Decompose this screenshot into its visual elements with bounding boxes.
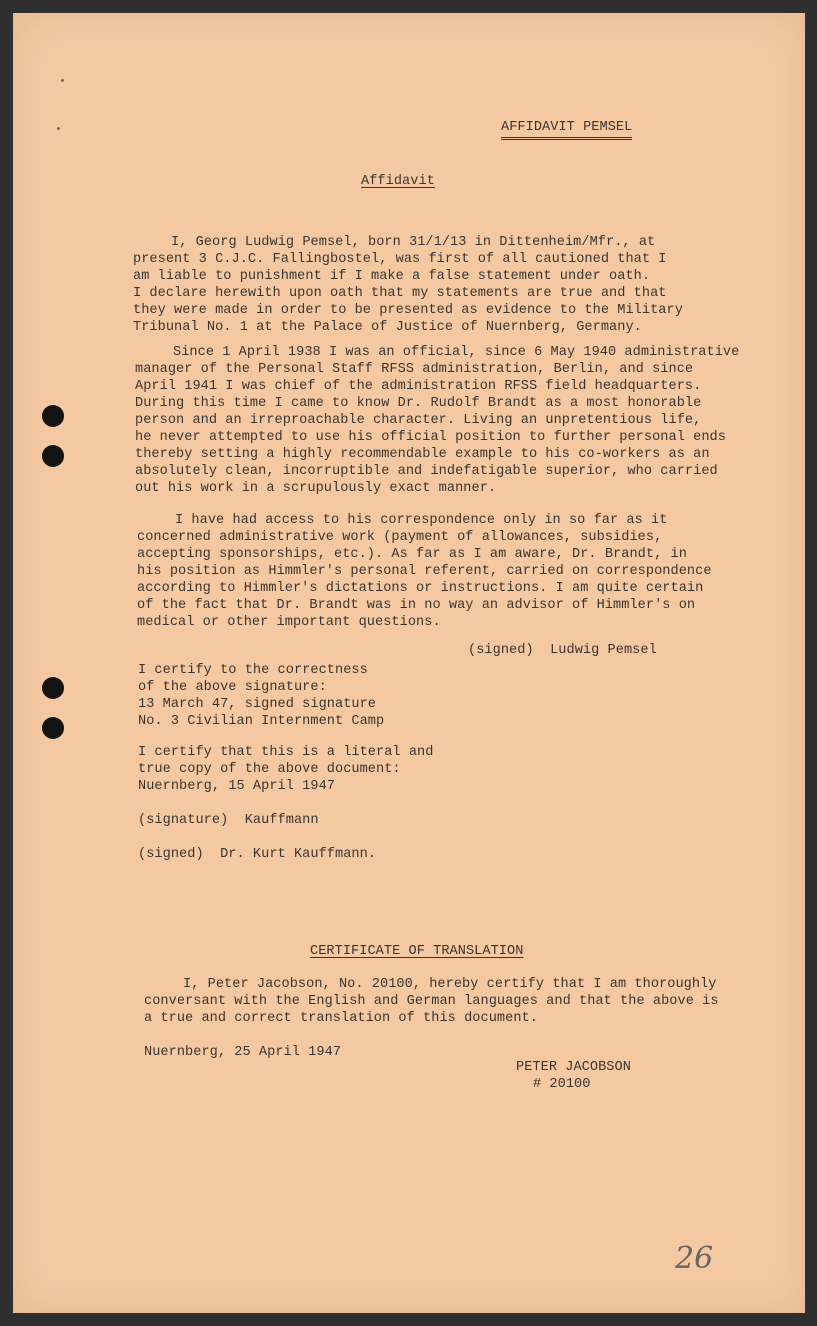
translation-certificate-heading: CERTIFICATE OF TRANSLATION bbox=[310, 944, 524, 959]
translator-name: PETER JACOBSON bbox=[516, 1060, 631, 1075]
signed-dr-kauffmann: (signed) Dr. Kurt Kauffmann. bbox=[138, 847, 377, 862]
text-line: Nuernberg, 15 April 1947 bbox=[138, 779, 335, 794]
text-line: his position as Himmler's personal referent, carried on correspondence bbox=[137, 564, 712, 579]
text-line: according to Himmler's dictations or instructions. I am quite certain bbox=[137, 581, 704, 596]
text-line: thereby setting a highly recommendable example to his co-workers as an bbox=[135, 447, 710, 462]
text-line: During this time I came to know Dr. Rudolf Brandt as a most honorable bbox=[135, 396, 702, 411]
signature-kauffmann: (signature) Kauffmann bbox=[138, 813, 319, 828]
text-line: medical or other important questions. bbox=[137, 615, 441, 630]
text-line: No. 3 Civilian Internment Camp bbox=[138, 714, 385, 729]
punch-hole-3 bbox=[42, 677, 64, 699]
text-line: I, Georg Ludwig Pemsel, born 31/1/13 in Dittenheim/Mfr., at bbox=[171, 235, 656, 250]
text-line: am liable to punishment if I make a false statement under oath. bbox=[133, 269, 651, 284]
punch-hole-1 bbox=[42, 405, 64, 427]
text-line: present 3 C.J.C. Fallingbostel, was first of all cautioned that I bbox=[133, 252, 667, 267]
text-line: 13 March 47, signed signature bbox=[138, 697, 377, 712]
text-line: I have had access to his correspondence only in so far as it bbox=[175, 513, 668, 528]
text-line: I declare herewith upon oath that my statements are true and that bbox=[133, 286, 667, 301]
text-line: a true and correct translation of this document. bbox=[144, 1011, 538, 1026]
text-line: absolutely clean, incorruptible and indefatigable superior, who carried bbox=[135, 464, 718, 479]
text-line: Since 1 April 1938 I was an official, since 6 May 1940 administrative bbox=[173, 345, 740, 360]
paper-speck bbox=[57, 127, 60, 130]
text-line: person and an irreproachable character. Living an unpretentious life, bbox=[135, 413, 702, 428]
text-line: they were made in order to be presented as evidence to the Military bbox=[133, 303, 683, 318]
text-line: concerned administrative work (payment of allowances, subsidies, bbox=[137, 530, 663, 545]
text-line: April 1941 I was chief of the administration RFSS field headquarters. bbox=[135, 379, 702, 394]
text-line: accepting sponsorships, etc.). As far as I am aware, Dr. Brandt, in bbox=[137, 547, 687, 562]
text-line: of the fact that Dr. Brandt was in no way an advisor of Himmler's on bbox=[137, 598, 696, 613]
translator-number: # 20100 bbox=[533, 1077, 591, 1092]
text-line: manager of the Personal Staff RFSS administration, Berlin, and since bbox=[135, 362, 694, 377]
punch-hole-2 bbox=[42, 445, 64, 467]
signed-pemsel: (signed) Ludwig Pemsel bbox=[468, 643, 657, 658]
handwritten-page-number: 26 bbox=[675, 1241, 714, 1276]
text-line: I certify to the correctness bbox=[138, 663, 368, 678]
text-line: true copy of the above document: bbox=[138, 762, 401, 777]
text-line: out his work in a scrupulously exact manner. bbox=[135, 481, 497, 496]
document-page bbox=[13, 13, 805, 1313]
text-line: I certify that this is a literal and bbox=[138, 745, 434, 760]
document-code-header: AFFIDAVIT PEMSEL bbox=[501, 119, 632, 140]
text-line: of the above signature: bbox=[138, 680, 327, 695]
text-line: Tribunal No. 1 at the Palace of Justice of Nuernberg, Germany. bbox=[133, 320, 642, 335]
paper-speck bbox=[61, 79, 64, 82]
translation-date: Nuernberg, 25 April 1947 bbox=[144, 1045, 341, 1060]
text-line: he never attempted to use his official position to further personal ends bbox=[135, 430, 726, 445]
document-title: Affidavit bbox=[361, 174, 435, 189]
text-line: conversant with the English and German languages and that the above is bbox=[144, 994, 719, 1009]
punch-hole-4 bbox=[42, 717, 64, 739]
text-line: I, Peter Jacobson, No. 20100, hereby certify that I am thoroughly bbox=[183, 977, 717, 992]
